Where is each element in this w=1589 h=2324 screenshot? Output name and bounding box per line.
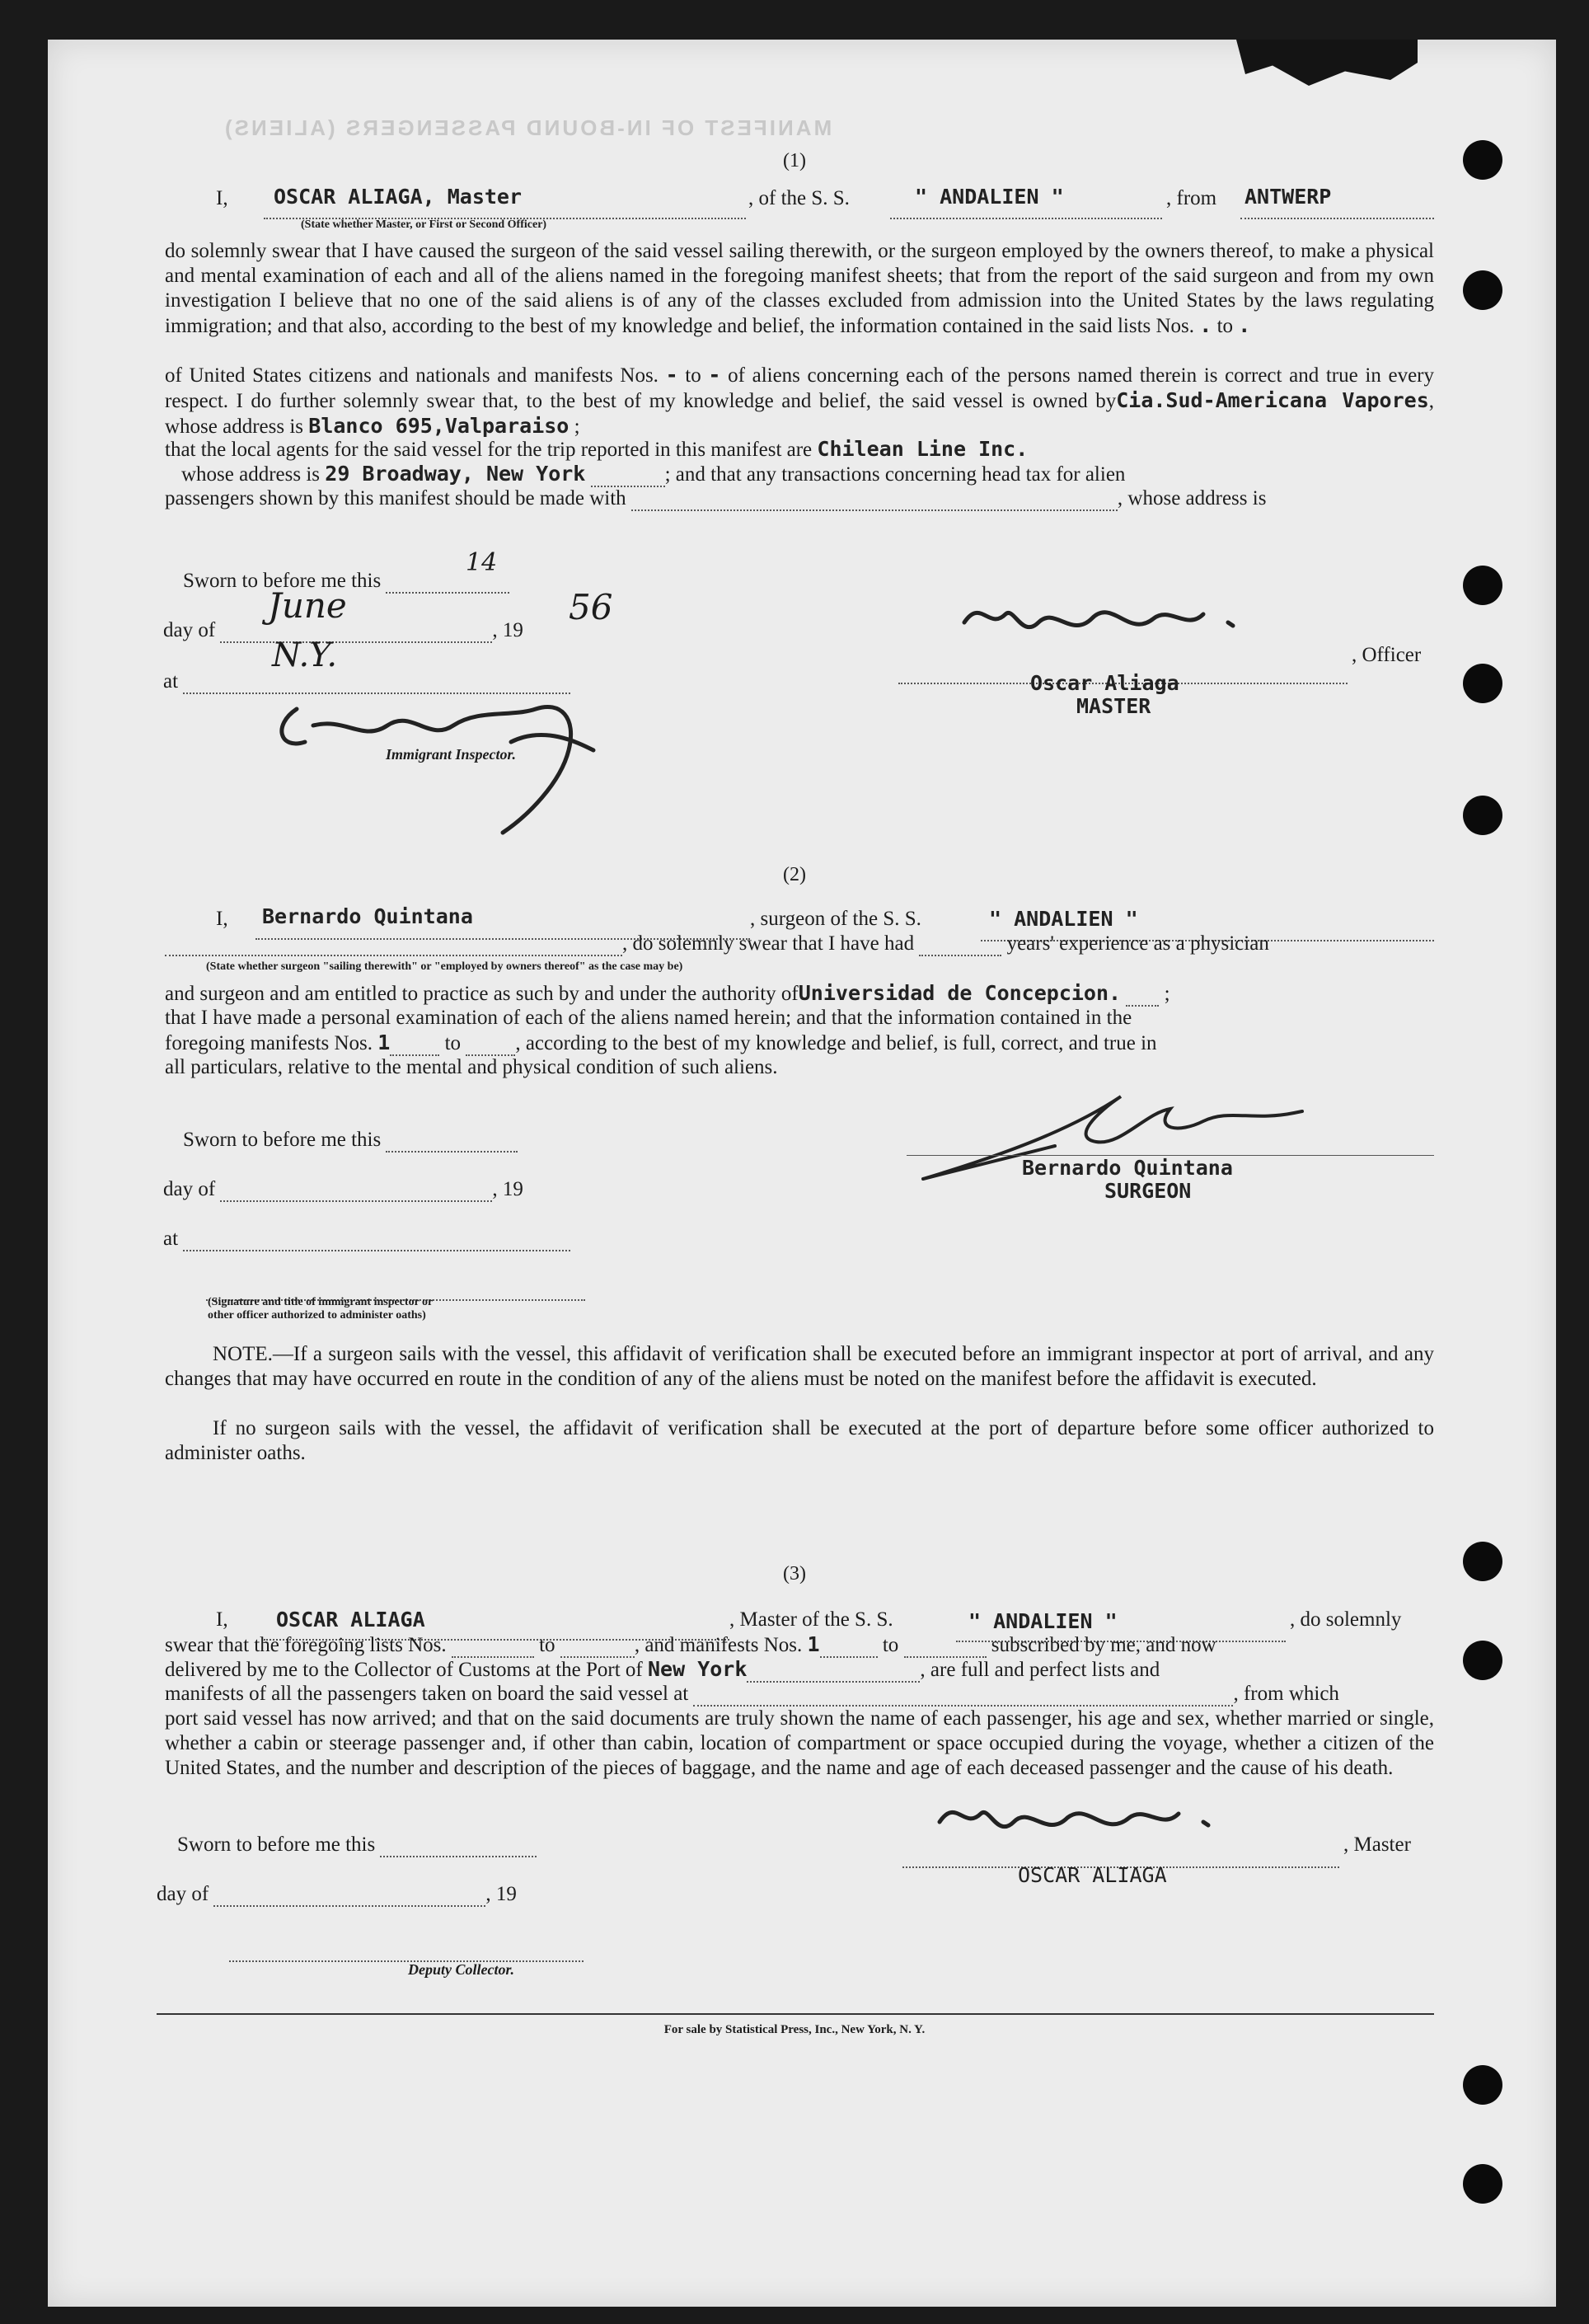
s3-intro: I,	[216, 1608, 228, 1631]
section-1-number: (1)	[783, 150, 806, 171]
s1-inspector-label: Immigrant Inspector.	[386, 746, 517, 763]
s1-month-handwritten: June	[268, 585, 347, 626]
s3-master-name: OSCAR ALIAGA	[276, 1608, 425, 1631]
s1-owner: Cia.Sud-Americana Vapores	[1116, 388, 1429, 412]
s3-paragraph: port said vessel has now arrived; and that on the said documents are truly shown the name of each passenger, his age and sex, whether married or single, whether a cabin or steerage passenger and, if other than cabin, location of compartment or space occupied during the voyage, whether a citizen of the United States, and the number and description of the pieces of baggage, and the name and age of each deceased passenger and the cause of his death.	[165, 1707, 1434, 1779]
s1-agents: that the local agents for the said vessel for the trip reported in this manifest are Chilean Line Inc.	[165, 437, 1029, 461]
s1-vessel: " ANDALIEN "	[915, 185, 1064, 209]
s2-sworn: Sworn to before me this	[183, 1128, 518, 1153]
s1-at: at	[163, 669, 570, 694]
punch-hole	[1463, 2164, 1502, 2204]
s1-officer-title: MASTER	[1076, 694, 1151, 718]
s1-sworn: Sworn to before me this	[183, 569, 509, 594]
s1-year-handwritten: 56	[569, 587, 613, 627]
s1-intro: I,	[216, 187, 228, 209]
punch-hole	[1463, 1641, 1502, 1680]
inspector-signature	[264, 693, 626, 857]
s1-master-name: OSCAR ALIAGA, Master	[274, 185, 523, 209]
s3-line-4: manifests of all the passengers taken on board the said vessel at , from which	[165, 1683, 1339, 1705]
footer-text: For sale by Statistical Press, Inc., New York, N. Y.	[663, 2023, 926, 2036]
s1-paragraph-1: do solemnly swear that I have caused the surgeon of the said vessel sailing therewith, or the surgeon employed by the owners thereof, to make a physical and mental examination of each and all of the aliens named in the foregoing manifest sheets; that from the report of the said surgeon and from my own investigation I believe that no one of the said aliens is of any of the classes excluded from admission into the United States by the laws regulating immigration; and that also, according to the best of my knowledge and belief, the information contained in the said lists Nos. . to .	[165, 240, 1434, 337]
s2-university: Universidad de Concepcion.	[798, 981, 1122, 1005]
s1-paragraph-2: of United States citizens and nationals and manifests Nos. - to - of aliens concerning each of the persons named therein is correct and true in every respect. I do further solemnly swear that, to the best of my knowledge and belief, the said vessel is owned byCia.Sud-Americana Vapores, whose address is Blanco 695,Valparaiso ;	[165, 363, 1434, 438]
s1-officer-name: Oscar Aliaga	[1030, 671, 1179, 695]
s2-note: NOTE.—If a surgeon sails with the vessel, this affidavit of verification shall be executed before an immigrant inspector at port of arrival, and any changes that may have occurred en route in the condition of any of the aliens must be noted on the manifest before the affidavit is executed.	[165, 1343, 1434, 1390]
s1-owner-address: Blanco 695,Valparaiso	[308, 414, 570, 438]
s2-of-ss: , surgeon of the S. S.	[750, 908, 921, 930]
s1-sworn-day: 14	[466, 548, 498, 577]
punch-hole	[1463, 664, 1502, 703]
s2-line-1: that I have made a personal examination of each of the aliens named herein; and that the information contained in the	[165, 1007, 1132, 1029]
s1-caption: (State whether Master, or First or Second Officer)	[301, 218, 547, 231]
s2-caption: (State whether surgeon "sailing therewith" or "employed by owners thereof" as the case may be)	[206, 960, 683, 973]
s1-of-ss: , of the S. S.	[748, 187, 850, 209]
s2-surgeon-title: SURGEON	[1104, 1179, 1192, 1203]
s2-at: at	[163, 1227, 570, 1251]
s3-of-ss: , Master of the S. S.	[729, 1608, 893, 1631]
s3-master-label: , Master	[1343, 1833, 1411, 1856]
punch-hole	[1463, 566, 1502, 605]
s3-day-of: day of , 19	[157, 1883, 517, 1905]
s3-sworn: Sworn to before me this	[177, 1833, 537, 1857]
s2-day-of: day of , 19	[163, 1178, 523, 1200]
section-3-number: (3)	[783, 1563, 806, 1585]
s2-intro: I,	[216, 908, 228, 930]
s1-agents-address: whose address is 29 Broadway, New York ; and that any transactions concerning head tax for alien	[181, 462, 1126, 486]
s2-note-2: If no surgeon sails with the vessel, the affidavit of verification shall be executed at the port of departure before some officer authorized to administer oaths.	[165, 1417, 1434, 1464]
s2-surgeon-name: Bernardo Quintana	[262, 904, 473, 928]
s2-sig-caption-2: other officer authorized to administer oaths)	[208, 1309, 426, 1322]
s2-authority: and surgeon and am entitled to practice as such by and under the authority ofUniversidad de Concepcion. ;	[165, 981, 1170, 1005]
punch-hole	[1463, 796, 1502, 835]
s2-surgeon-sig-name: Bernardo Quintana	[1022, 1156, 1233, 1180]
s1-headtax: passengers shown by this manifest should be made with , whose address is	[165, 487, 1267, 509]
s3-line-2: swear that the foregoing lists Nos. to , and manifests Nos. 1 to subscribed by me, and now	[165, 1632, 1216, 1656]
s2-sig-caption-1: (Signature and title of immigrant inspector or	[208, 1296, 434, 1308]
s3-line-3: delivered by me to the Collector of Customs at the Port of New York , are full and perfect lists and	[165, 1657, 1160, 1681]
s2-swear: , do solemnly swear that I have had years' experience as a physician	[165, 932, 1269, 956]
s1-from: , from	[1166, 187, 1217, 209]
s3-master-typed: OSCAR ALIAGA	[1018, 1863, 1167, 1887]
punch-hole	[1463, 270, 1502, 310]
s1-port: ANTWERP	[1244, 185, 1332, 209]
s2-line-3: all particulars, relative to the mental and physical condition of such aliens.	[165, 1056, 778, 1078]
punch-hole	[1463, 2065, 1502, 2105]
s2-line-2: foregoing manifests Nos. 1 to , according to the best of my knowledge and belief, is full, correct, and true in	[165, 1031, 1157, 1054]
s3-vessel: " ANDALIEN "	[968, 1609, 1118, 1633]
officer-signature	[948, 581, 1261, 655]
s1-officer-label: , Officer	[1352, 644, 1422, 666]
s3-swear: , do solemnly	[1290, 1608, 1402, 1631]
faint-heading: MANIFEST OF IN-BOUND PASSENGERS (ALIENS)	[223, 115, 832, 140]
s3-deputy-label: Deputy Collector.	[408, 1961, 514, 1978]
s2-vessel: " ANDALIEN "	[989, 907, 1138, 931]
s1-day-of: day of , 19	[163, 619, 523, 641]
s3-port: New York	[648, 1657, 748, 1681]
section-2-number: (2)	[783, 864, 806, 885]
footer-rule	[157, 2013, 1434, 2015]
s1-place-handwritten: N.Y.	[272, 636, 338, 674]
